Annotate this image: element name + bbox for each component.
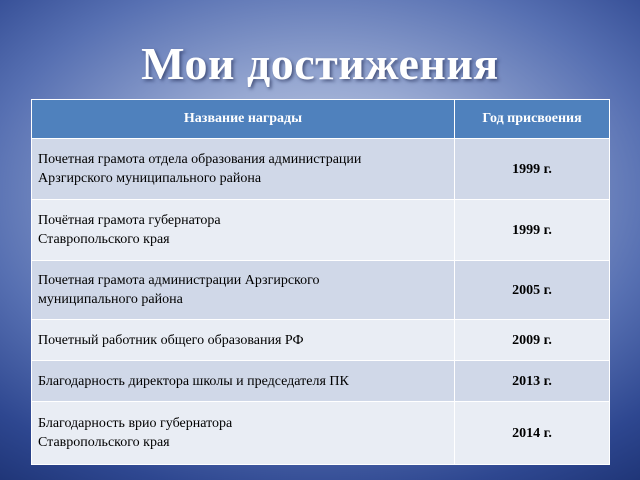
award-name-line: Почетная грамота администрации Арзгирского	[38, 273, 320, 288]
award-name-line: Почетный работник общего образования РФ	[38, 332, 304, 348]
table-row	[32, 361, 610, 402]
awards-table	[31, 99, 610, 465]
award-name-line: Почётная грамота губернатора	[38, 213, 221, 228]
award-year-cell: 2013 г.	[455, 361, 610, 402]
award-name-line: муниципального района	[38, 292, 183, 307]
award-name-line: Арзгирского муниципального района	[38, 171, 262, 186]
header-award-year: Год присвоения	[455, 100, 610, 139]
award-name-line: Ставропольского края	[38, 232, 170, 247]
award-name-cell	[32, 361, 455, 402]
table-header-row	[32, 100, 610, 139]
table-row	[32, 261, 610, 320]
table-row	[32, 320, 610, 361]
award-name-cell	[32, 261, 455, 320]
award-name-line: Почетная грамота отдела образования администрации	[38, 152, 362, 167]
table-row	[32, 200, 610, 261]
award-name-cell	[32, 139, 455, 200]
table-row	[32, 402, 610, 465]
award-year-cell: 2014 г.	[455, 402, 610, 465]
award-name-cell	[32, 200, 455, 261]
header-award-name: Название награды	[32, 100, 455, 139]
award-name-line: Ставропольского края	[38, 435, 170, 450]
award-name-line: Благодарность директора школы и председателя ПК	[38, 373, 349, 389]
award-year-cell: 2009 г.	[455, 320, 610, 361]
slide-title: Мои достижения	[141, 38, 499, 89]
award-name-cell	[32, 402, 455, 465]
award-year-cell: 1999 г.	[455, 139, 610, 200]
award-name-line: Благодарность врио губернатора	[38, 416, 233, 431]
award-year-cell: 1999 г.	[455, 200, 610, 261]
table-row	[32, 139, 610, 200]
award-year-cell: 2005 г.	[455, 261, 610, 320]
award-name-cell	[32, 320, 455, 361]
